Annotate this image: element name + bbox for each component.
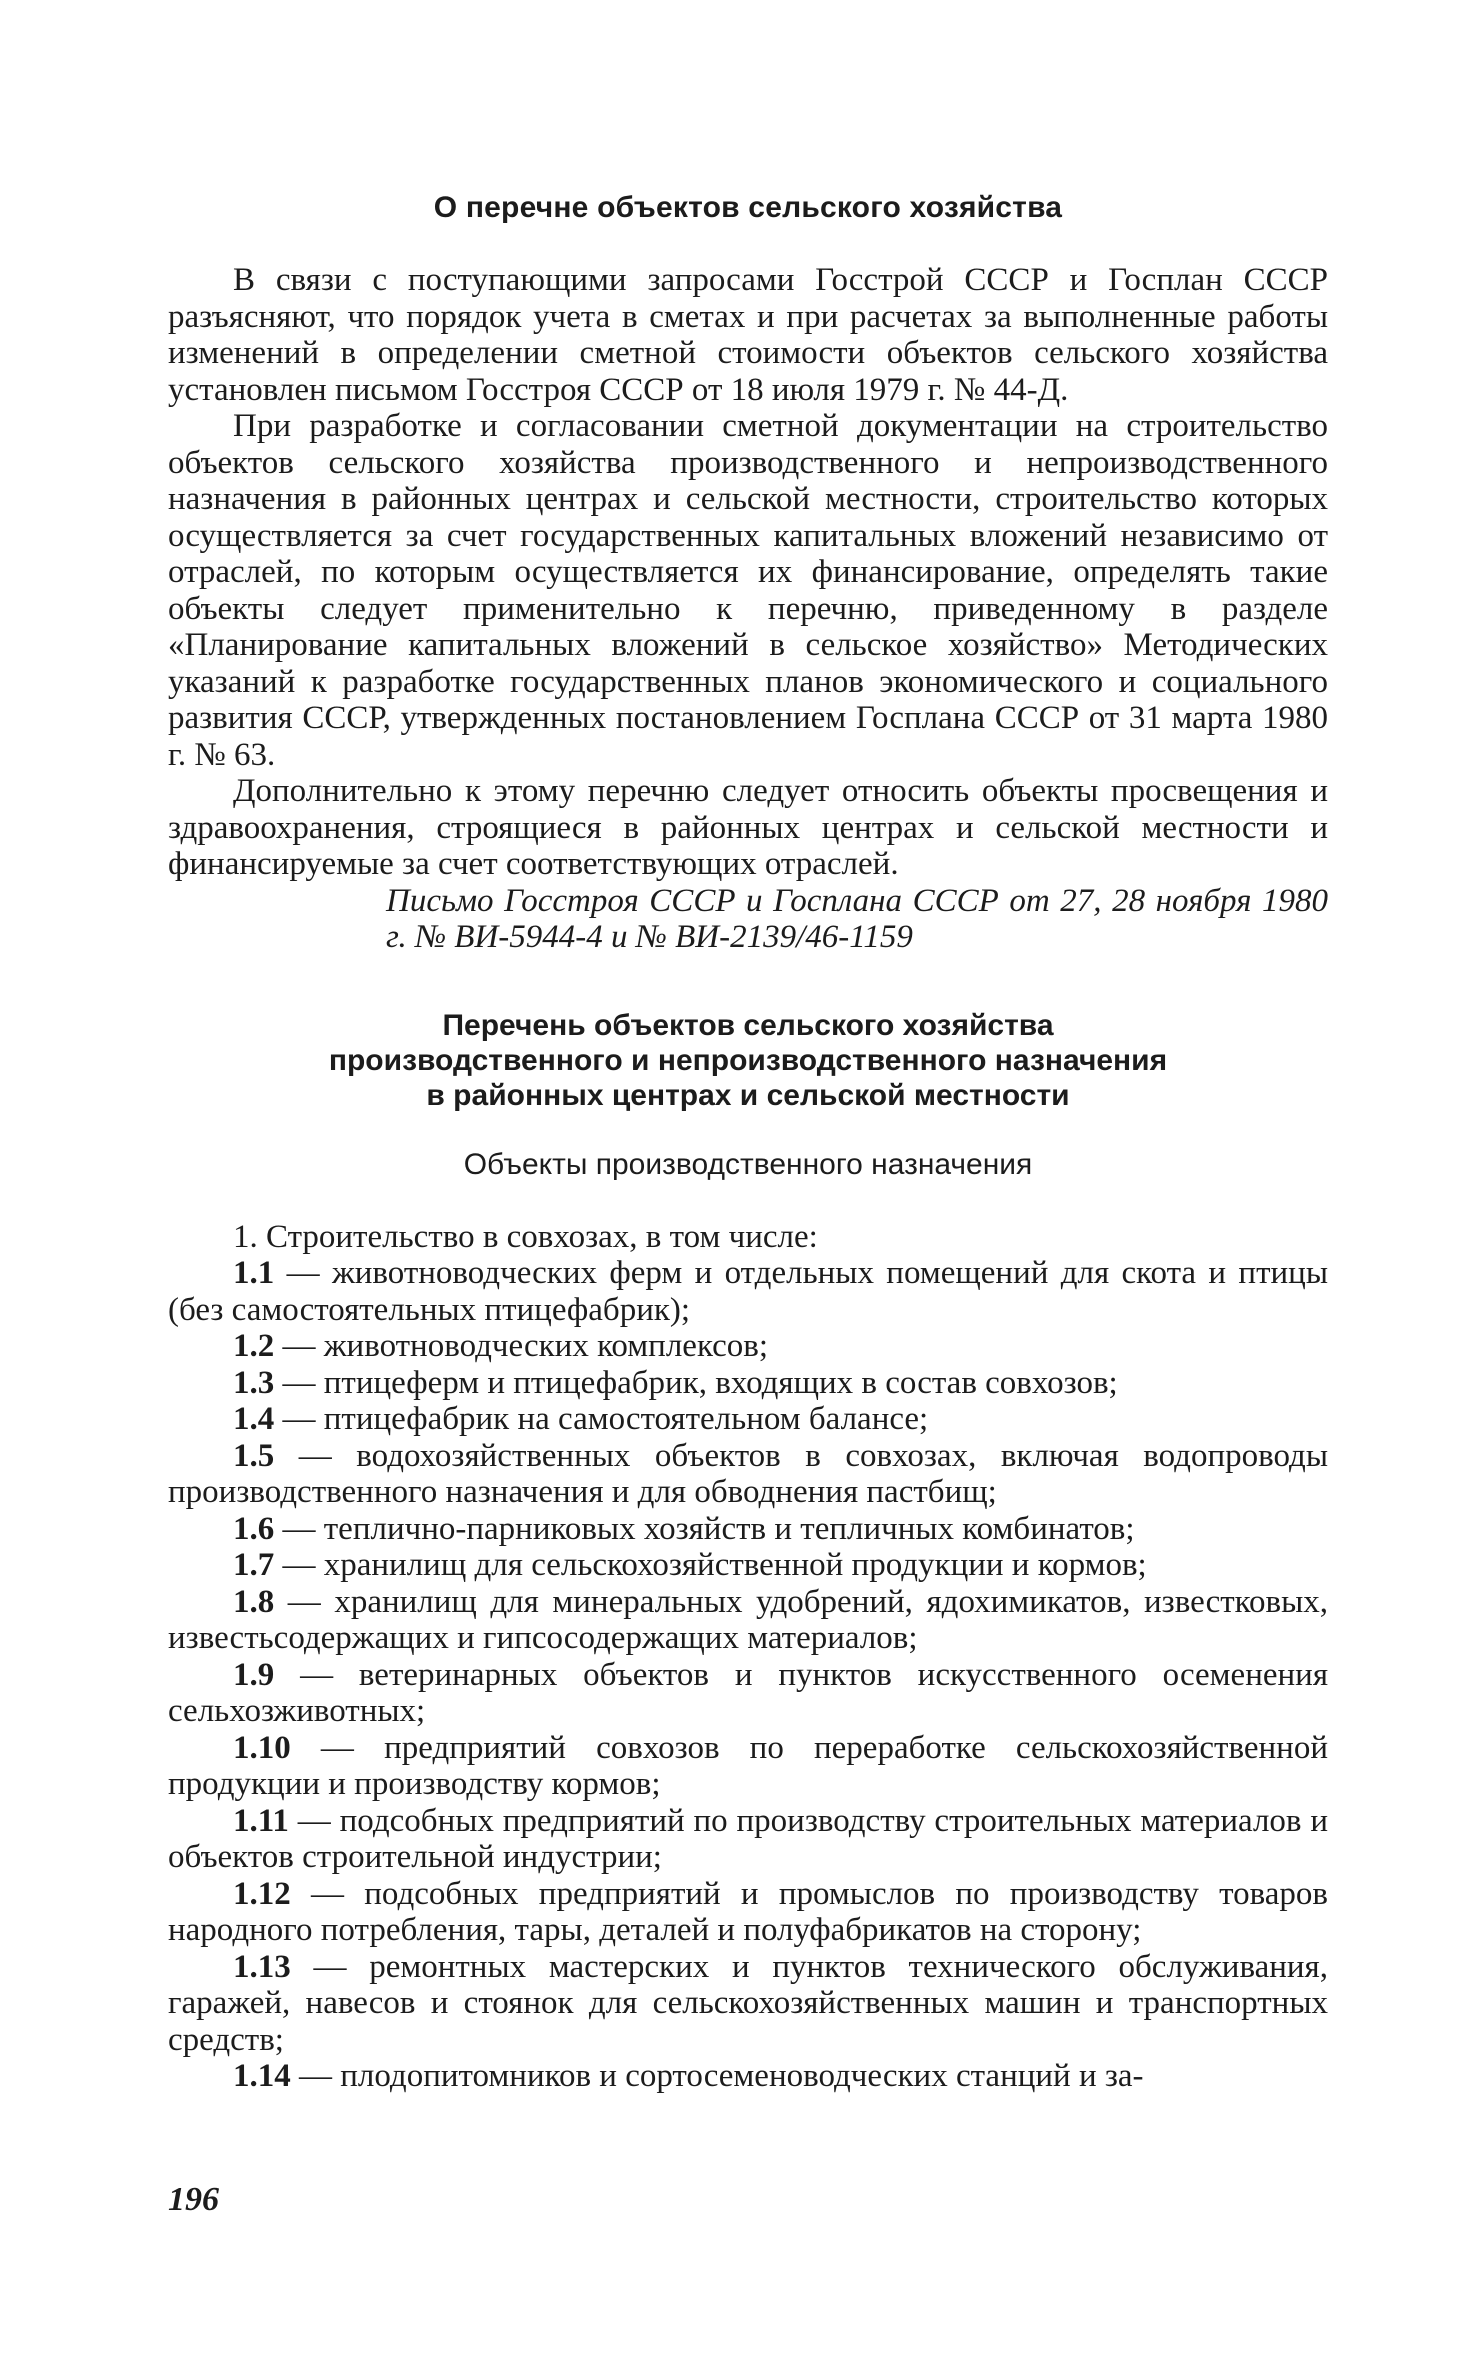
item-text: — ремонтных мастерских и пунктов технического обслуживания, гаражей, навесов и стоянок для сельскохозяйственных машин и транспортных средств; [168,1948,1328,2058]
list-item [168,1547,1328,1584]
item-text: — хранилищ для сельскохозяйственной продукции и кормов; [274,1547,1147,1583]
item-number: 1.6 [233,1510,275,1547]
list-title-line: в районных центрах и сельской местности [426,1078,1070,1112]
item-number: 1.10 [233,1729,291,1766]
item-text: — предприятий совхозов по переработке сельскохозяйственной продукции и производству кормов; [168,1729,1328,1802]
item-number: 1.13 [233,1948,291,1985]
list-item [168,1511,1328,1548]
item-number: 1.12 [233,1875,291,1912]
item-text: — хранилищ для минеральных удобрений, ядохимикатов, известковых, известьсодержащих и гипсосодержащих материалов; [168,1583,1328,1656]
paragraph: Дополнительно к этому перечню следует относить объекты просвещения и здравоохранения, строящиеся в районных центрах и сельской местности и финансируемые за счет соответствующих отраслей. [168,773,1328,882]
item-text: — подсобных предприятий и промыслов по производству товаров народного потребления, тары, деталей и полуфабрикатов на сторону; [168,1875,1328,1948]
item-number: 1.9 [233,1656,275,1693]
item-number: 1.3 [233,1364,275,1401]
list-item [168,1949,1328,2059]
list-subtitle: Объекты производственного назначения [463,1147,1033,1181]
list-item [168,1803,1328,1876]
paragraph: При разработке и согласовании сметной документации на строительство объектов сельского хозяйства производственного и непроизводственного назначения в районных центрах и сельской местности, строительство которых осуществляется за счет государственных капитальных вложений независимо от отраслей, по которым осуществляется их финансирование, определять такие объекты следует применительно к перечню, приведенному в разделе «Планирование капитальных вложений в сельское хозяйство» Методических указаний к разработке государственных планов экономического и социального развития СССР, утвержденных постановлением Госплана СССР от 31 марта 1980 г. № 63. [168,408,1328,773]
item-list [168,1255,1328,2095]
item-number: 1.1 [233,1255,275,1291]
document-page [168,190,1328,2095]
item-number: 1.8 [233,1583,275,1620]
letter-reference: Письмо Госстроя СССР и Госплана СССР от 27, 28 ноября 1980 г. № ВИ-5944-4 и № ВИ-2139/46-1159 [386,882,1328,955]
item-text: — птицефабрик на самостоятельном балансе; [274,1401,929,1437]
item-text: — животноводческих ферм и отдельных помещений для скота и птицы (без самостоятельных птицефабрик); [168,1255,1328,1328]
item-text: — теплично-парниковых хозяйств и тепличных комбинатов; [274,1510,1135,1547]
item-text: — птицеферм и птицефабрик, входящих в состав совхозов; [274,1364,1118,1401]
list-item [168,1876,1328,1949]
item-text: — животноводческих комплексов; [274,1328,769,1364]
list-item [168,1438,1328,1511]
item-text: — подсобных предприятий по производству строительных материалов и объектов строительной индустрии; [168,1802,1328,1875]
list-item [168,1255,1328,1328]
item-number: 1.2 [233,1328,275,1364]
list-item [168,1328,1328,1365]
item-number: 1.5 [233,1437,275,1474]
list-item [168,1657,1328,1730]
list-title-line: Перечень объектов сельского хозяйства [442,1008,1054,1042]
list-title [168,1008,1328,1113]
list-item [168,1730,1328,1803]
item-text: — ветеринарных объектов и пунктов искусственного осеменения сельхозживотных; [168,1656,1328,1729]
list-title-line: производственного и непроизводственного назначения [328,1043,1168,1077]
page-number: 196 [168,2181,219,2218]
paragraph: В связи с поступающими запросами Госстрой СССР и Госплан СССР разъясняют, что порядок учета в сметах и при расчетах за выполненные работы изменений в определении сметной стоимости объектов сельского хозяйства установлен письмом Госстроя СССР от 18 июля 1979 г. № 44-Д. [168,262,1328,408]
item-number: 1.7 [233,1547,275,1583]
item-text: — плодопитомников и сортосеменоводческих станций и за- [290,2058,1144,2094]
list-lead: 1. Строительство в совхозах, в том числе: [233,1218,818,1255]
item-number: 1.4 [233,1401,275,1437]
list-item [168,1401,1328,1438]
list-item [168,1365,1328,1402]
item-text: — водохозяйственных объектов в совхозах, включая водопроводы производственного назначения и для обводнения пастбищ; [168,1437,1328,1510]
item-number: 1.11 [233,1802,289,1839]
list-item [168,2058,1328,2095]
section-title: О перечне объектов сельского хозяйства [433,191,1063,224]
list-item [168,1584,1328,1657]
item-number: 1.14 [233,2058,291,2094]
